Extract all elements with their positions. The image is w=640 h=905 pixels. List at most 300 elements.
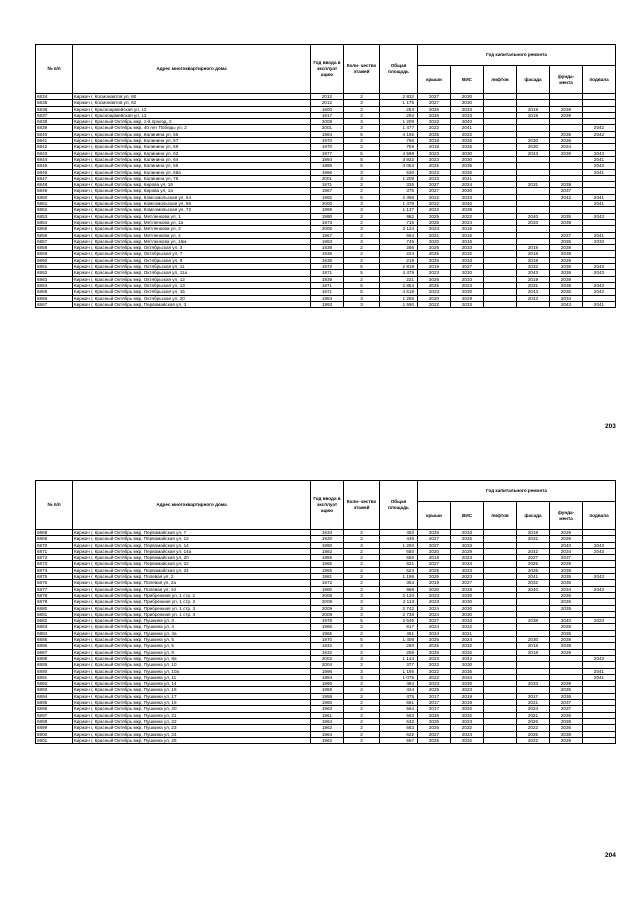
cell-vis: 2030 — [451, 100, 484, 106]
cell-floors: 3 — [344, 668, 380, 674]
cell-foundation: 2037 — [550, 700, 583, 706]
table-row — [36, 138, 616, 144]
cell-foundation: 2039 — [550, 251, 583, 257]
cell-roof: 2026 — [418, 257, 451, 263]
cell-num: 6884 — [36, 630, 73, 636]
cell-num: 6876 — [36, 580, 73, 586]
cell-address: Киржач г, Красный Октябрь мкр, Прибрежная ул, 1 стр. 1 — [73, 592, 311, 598]
cell-num: 6863 — [36, 276, 73, 282]
cell-area: 982 — [380, 213, 418, 219]
cell-year: 1978 — [311, 618, 344, 624]
cell-basement: 2043 — [583, 264, 616, 270]
cell-num: 6883 — [36, 624, 73, 630]
cell-foundation: 2036 — [550, 270, 583, 276]
cell-basement: 2033 — [583, 238, 616, 244]
cell-floors: 3 — [344, 655, 380, 661]
cell-num: 6888 — [36, 655, 73, 661]
cell-address: Киржач г, Красный Октябрь мкр, Пушкина ул, 17 — [73, 693, 311, 699]
cell-basement: 2024 — [583, 618, 616, 624]
cell-num: 6857 — [36, 238, 73, 244]
cell-facade: 2042 — [517, 548, 550, 554]
header-year: Год ввода в эксплуат ацию — [311, 45, 344, 94]
cell-facade: 2019 — [517, 257, 550, 263]
cell-year: 1964 — [311, 718, 344, 724]
cell-address: Киржач г, Красный Октябрь мкр, Первомайская ул, 3 — [73, 301, 311, 307]
cell-num: 6847 — [36, 175, 73, 181]
cell-floors: 3 — [344, 605, 380, 611]
cell-area: 484 — [380, 681, 418, 687]
cell-num: 6869 — [36, 536, 73, 542]
cell-num: 6893 — [36, 687, 73, 693]
cell-address: Киржач г, Красный Октябрь мкр, Комсомольская ул, 56 — [73, 201, 311, 207]
cell-facade: 2030 — [517, 144, 550, 150]
cell-area: 563 — [380, 712, 418, 718]
cell-facade: 2033 — [517, 681, 550, 687]
cell-area: 336 — [380, 182, 418, 188]
table-body — [36, 530, 616, 744]
cell-facade: 2040 — [517, 213, 550, 219]
page-number: 204 — [605, 852, 616, 859]
cell-roof: 2023 — [418, 150, 451, 156]
cell-year: 1990 — [311, 542, 344, 548]
cell-vis: 2024 — [451, 182, 484, 188]
cell-num: 6851 — [36, 201, 73, 207]
cell-facade: 2026 — [517, 718, 550, 724]
cell-roof: 2022 — [418, 201, 451, 207]
header-basement: подвала — [583, 66, 616, 94]
cell-foundation: 2034 — [550, 144, 583, 150]
cell-roof: 2017 — [418, 693, 451, 699]
table-row — [36, 182, 616, 188]
header-foundation: фунда- мента — [550, 66, 583, 94]
cell-roof: 2027 — [418, 536, 451, 542]
header-area: Общая площадь — [380, 481, 418, 530]
cell-address: Киржач г, Красный Октябрь мкр, Пушкина ул, 10 — [73, 662, 311, 668]
cell-vis: 2029 — [451, 295, 484, 301]
cell-foundation: 2040 — [550, 542, 583, 548]
cell-area: 2 645 — [380, 618, 418, 624]
cell-vis: 2022 — [451, 624, 484, 630]
cell-address: Киржач г, Красный Октябрь мкр, Прибрежная ул, 1 стр. 4 — [73, 611, 311, 617]
cell-roof: 2022 — [418, 119, 451, 125]
cell-num: 6841 — [36, 138, 73, 144]
cell-floors: 2 — [344, 586, 380, 592]
cell-floors: 2 — [344, 624, 380, 630]
cell-floors: 5 — [344, 131, 380, 137]
cell-address: Киржач г, Красный Октябрь мкр, Октябрьская ул, 13 — [73, 282, 311, 288]
cell-roof: 2018 — [418, 144, 451, 150]
cell-floors: 2 — [344, 94, 380, 100]
cell-num: 6891 — [36, 674, 73, 680]
cell-area: 1 293 — [380, 542, 418, 548]
cell-address: Киржач г, Красный Октябрь мкр, Кирова ул, 16 — [73, 182, 311, 188]
cell-foundation: 2035 — [550, 687, 583, 693]
cell-roof: 2025 — [418, 163, 451, 169]
table-row — [36, 245, 616, 251]
cell-area: 4 155 — [380, 131, 418, 137]
cell-year: 1990 — [311, 681, 344, 687]
cell-area: 968 — [380, 586, 418, 592]
cell-floors: 5 — [344, 618, 380, 624]
cell-foundation: 2036 — [550, 725, 583, 731]
cell-foundation: 2039 — [550, 649, 583, 655]
cell-year: 2012 — [311, 100, 344, 106]
cell-year: 1956 — [311, 555, 344, 561]
cell-year: 1996 — [311, 668, 344, 674]
cell-roof: 2022 — [418, 194, 451, 200]
cell-floors: 5 — [344, 264, 380, 270]
cell-address: Киржач г, Красный Октябрь мкр, Октябрьская ул, 3 — [73, 245, 311, 251]
cell-num: 6861 — [36, 264, 73, 270]
cell-foundation: 2039 — [550, 112, 583, 118]
cell-area: 664 — [380, 232, 418, 238]
table-row — [36, 301, 616, 307]
cell-foundation: 2036 — [550, 580, 583, 586]
cell-num: 6845 — [36, 163, 73, 169]
cell-facade — [517, 301, 550, 307]
cell-floors: 2 — [344, 106, 380, 112]
cell-roof: 2019 — [418, 580, 451, 586]
cell-address: Киржач г, Красный Октябрь мкр, Первомайская ул, 14 — [73, 542, 311, 548]
cell-floors: 3 — [344, 119, 380, 125]
cell-foundation: 2035 — [550, 605, 583, 611]
cell-foundation: 2039 — [550, 257, 583, 263]
cell-floors: 5 — [344, 194, 380, 200]
table-body — [36, 94, 616, 308]
cell-area: 1 408 — [380, 637, 418, 643]
table-row — [36, 718, 616, 724]
cell-address: Киржач г, Красный Октябрь мкр, Калинина ул, 64 — [73, 156, 311, 162]
cell-address: Киржач г, Красный Октябрь мкр, Октябрьская ул, 20 — [73, 295, 311, 301]
cell-address: Киржач г, Красный Октябрь мкр, Пушкина ул, 6 — [73, 643, 311, 649]
cell-facade: 2019 — [517, 106, 550, 112]
cell-area: 292 — [380, 112, 418, 118]
cell-floors: 2 — [344, 731, 380, 737]
table-row — [36, 555, 616, 561]
table-row — [36, 251, 616, 257]
cell-facade: 2032 — [517, 580, 550, 586]
cell-floors: 2 — [344, 693, 380, 699]
cell-roof: 2025 — [418, 574, 451, 580]
cell-area: 650 — [380, 548, 418, 554]
cell-roof: 2025 — [418, 718, 451, 724]
header-repair-group: Год капитального ремонта — [418, 481, 616, 502]
repair-table — [35, 44, 616, 308]
cell-year: 1965 — [311, 561, 344, 567]
cell-year: 1936 — [311, 257, 344, 263]
cell-roof: 2023 — [418, 226, 451, 232]
cell-area: 286 — [380, 245, 418, 251]
cell-area: 563 — [380, 725, 418, 731]
cell-facade: 2021 — [517, 700, 550, 706]
cell-year: 1971 — [311, 270, 344, 276]
cell-roof: 2021 — [418, 232, 451, 238]
cell-address: Киржач г, Красный Октябрь мкр, Первомайская ул, 24 — [73, 567, 311, 573]
cell-floors: 2 — [344, 555, 380, 561]
cell-area: 564 — [380, 706, 418, 712]
table-row — [36, 567, 616, 573]
cell-year: 1970 — [311, 138, 344, 144]
cell-facade: 2030 — [517, 637, 550, 643]
cell-year: 1936 — [311, 251, 344, 257]
cell-roof: 2025 — [418, 131, 451, 137]
cell-foundation: 2035 — [550, 289, 583, 295]
cell-num: 6854 — [36, 219, 73, 225]
cell-area: 4 053 — [380, 163, 418, 169]
table-row — [36, 144, 616, 150]
cell-facade: 2027 — [517, 555, 550, 561]
cell-num: 6873 — [36, 561, 73, 567]
cell-area: 475 — [380, 693, 418, 699]
cell-year: 2012 — [311, 94, 344, 100]
cell-area: 2 742 — [380, 605, 418, 611]
table-row — [36, 706, 616, 712]
table-row — [36, 289, 616, 295]
table-page-204 — [35, 480, 615, 744]
cell-vis: 2019 — [451, 700, 484, 706]
cell-area: 259 — [380, 649, 418, 655]
cell-num: 6897 — [36, 712, 73, 718]
cell-address: Киржач г, Красный Октябрь мкр, Полевая ул, 2а — [73, 580, 311, 586]
cell-roof: 2027 — [418, 542, 451, 548]
cell-basement: 2043 — [583, 150, 616, 156]
table-row — [36, 106, 616, 112]
cell-foundation: 2043 — [550, 301, 583, 307]
cell-basement: 2042 — [583, 125, 616, 131]
cell-address: Киржач г, Красный Октябрь мкр, Пушкина ул, 10а — [73, 668, 311, 674]
cell-foundation: 2036 — [550, 592, 583, 598]
cell-address: Киржач г, Красный Октябрь мкр, Пушкина ул, 14 — [73, 681, 311, 687]
cell-address: Киржач г, Красный Октябрь мкр, Калинина ул, 57 — [73, 138, 311, 144]
cell-foundation: 2037 — [550, 555, 583, 561]
table-row — [36, 270, 616, 276]
cell-facade: 2025 — [517, 731, 550, 737]
cell-year: 1973 — [311, 219, 344, 225]
cell-year: 1920 — [311, 536, 344, 542]
cell-area: 1 477 — [380, 125, 418, 131]
cell-floors: 5 — [344, 156, 380, 162]
cell-area: 530 — [380, 169, 418, 175]
cell-roof: 2023 — [418, 599, 451, 605]
cell-num: 6840 — [36, 131, 73, 137]
cell-area: 377 — [380, 662, 418, 668]
cell-address: Киржач г, Красный Октябрь мкр, Метленкова ул, 1а — [73, 219, 311, 225]
cell-floors: 3 — [344, 125, 380, 131]
cell-roof: 2027 — [418, 731, 451, 737]
cell-vis: 2029 — [451, 548, 484, 554]
cell-vis: 2023 — [451, 282, 484, 288]
header-area: Общая площадь — [380, 45, 418, 94]
cell-area: 715 — [380, 219, 418, 225]
cell-foundation: 2037 — [550, 706, 583, 712]
cell-vis: 2030 — [451, 681, 484, 687]
cell-floors: 2 — [344, 706, 380, 712]
cell-address: Киржач г, Красный Октябрь мкр, Метленкова ул, 2 — [73, 226, 311, 232]
cell-foundation: 2039 — [550, 106, 583, 112]
cell-roof: 2017 — [418, 700, 451, 706]
cell-roof: 2025 — [418, 637, 451, 643]
cell-year: 2001 — [311, 175, 344, 181]
cell-vis: 2022 — [451, 131, 484, 137]
cell-roof: 2027 — [418, 94, 451, 100]
cell-area: 253 — [380, 106, 418, 112]
cell-address: Киржач г, Красный Октябрь мкр, Пушкина ул, 3 — [73, 618, 311, 624]
cell-address: Киржач г, Красный Октябрь мкр, Метленкова ул, 16м — [73, 238, 311, 244]
cell-vis: 2033 — [451, 257, 484, 263]
cell-address: Киржач г, Красный Октябрь мкр, Октябрьская ул, 11а — [73, 270, 311, 276]
cell-area: 2 124 — [380, 226, 418, 232]
cell-vis: 2033 — [451, 301, 484, 307]
cell-area: 224 — [380, 251, 418, 257]
cell-area: 1 195 — [380, 668, 418, 674]
cell-floors: 2 — [344, 112, 380, 118]
cell-roof: 2020 — [418, 586, 451, 592]
cell-roof: 2025 — [418, 251, 451, 257]
cell-year: 1972 — [311, 264, 344, 270]
cell-facade: 2019 — [517, 245, 550, 251]
cell-year: 1996 — [311, 169, 344, 175]
cell-basement: 2041 — [583, 232, 616, 238]
cell-foundation: 2039 — [550, 245, 583, 251]
cell-roof: 2025 — [418, 737, 451, 743]
cell-year: 1990 — [311, 213, 344, 219]
cell-num: 6870 — [36, 542, 73, 548]
cell-vis: 2036 — [451, 169, 484, 175]
cell-year: 1981 — [311, 574, 344, 580]
cell-roof: 2022 — [418, 175, 451, 181]
cell-floors: 2 — [344, 662, 380, 668]
cell-year: 1917 — [311, 112, 344, 118]
cell-foundation: 2036 — [550, 138, 583, 144]
header-facade: фасада — [517, 66, 550, 94]
cell-roof: 2026 — [418, 725, 451, 731]
cell-num: 6877 — [36, 586, 73, 592]
cell-area: 461 — [380, 630, 418, 636]
cell-year: 2009 — [311, 611, 344, 617]
header-repair-group: Год капитального ремонта — [418, 45, 616, 66]
cell-roof: 2025 — [418, 687, 451, 693]
cell-area: 1 209 — [380, 175, 418, 181]
cell-year: 1962 — [311, 725, 344, 731]
cell-address: Киржач г, Красный Октябрь мкр, Первомайская ул, 20 — [73, 555, 311, 561]
cell-area: 1 175 — [380, 100, 418, 106]
cell-area: 2 738 — [380, 611, 418, 617]
cell-facade: 2030 — [517, 138, 550, 144]
cell-vis: 2033 — [451, 276, 484, 282]
cell-address: Киржач г, Красный Октябрь мкр, Первомайская ул, 7 — [73, 530, 311, 536]
cell-vis: 2041 — [451, 175, 484, 181]
cell-area: 1 209 — [380, 119, 418, 125]
cell-address: Киржач г, Красный Октябрь мкр, Прибрежная ул, 1 стр. 2 — [73, 599, 311, 605]
cell-year: 1938 — [311, 245, 344, 251]
cell-floors: 2 — [344, 700, 380, 706]
header-facade: фасада — [517, 502, 550, 530]
cell-roof: 2026 — [418, 245, 451, 251]
cell-address: Киржач г, Красный Октябрь мкр, Комсомольская ул, 54 — [73, 194, 311, 200]
cell-vis: 2032 — [451, 643, 484, 649]
cell-area: 759 — [380, 144, 418, 150]
table-row — [36, 536, 616, 542]
cell-num: 6898 — [36, 718, 73, 724]
cell-area: 2 854 — [380, 282, 418, 288]
cell-area: 4 479 — [380, 270, 418, 276]
cell-foundation: 2039 — [550, 637, 583, 643]
cell-vis: 2030 — [451, 156, 484, 162]
cell-floors: 2 — [344, 182, 380, 188]
cell-facade: 2041 — [517, 574, 550, 580]
cell-address: Киржач г, Красный Октябрь мкр, Пушкина ул, 23 — [73, 725, 311, 731]
cell-foundation: 2039 — [550, 681, 583, 687]
cell-num: 6843 — [36, 150, 73, 156]
cell-area: 2 832 — [380, 94, 418, 100]
cell-foundation: 2040 — [550, 618, 583, 624]
cell-num: 6879 — [36, 599, 73, 605]
cell-roof: 2027 — [418, 188, 451, 194]
cell-vis: 2024 — [451, 219, 484, 225]
cell-address: Киржач г, Красный Октябрь мкр, Прибрежная ул, 1 стр. 3 — [73, 605, 311, 611]
cell-num: 6839 — [36, 125, 73, 131]
table-row — [36, 219, 616, 225]
cell-num: 6855 — [36, 226, 73, 232]
cell-num: 6834 — [36, 94, 73, 100]
cell-basement: 2042 — [583, 289, 616, 295]
cell-foundation: 2037 — [550, 232, 583, 238]
cell-foundation: 2038 — [550, 282, 583, 288]
cell-area: 632 — [380, 718, 418, 724]
cell-year: 1967 — [311, 188, 344, 194]
header-address: Адрес многоквартирного дома — [73, 45, 311, 94]
cell-year: 1977 — [311, 150, 344, 156]
cell-num: 6852 — [36, 207, 73, 213]
cell-roof: 2020 — [418, 238, 451, 244]
cell-year: 1939 — [311, 276, 344, 282]
table-row — [36, 264, 616, 270]
cell-year: 1800 — [311, 106, 344, 112]
cell-year: 1965 — [311, 567, 344, 573]
cell-floors: 2 — [344, 251, 380, 257]
cell-facade: 2019 — [517, 112, 550, 118]
cell-address: Киржач г, Красноармейская ул, 13 — [73, 112, 311, 118]
cell-address: Киржач г, Красный Октябрь мкр, Пушкина ул, 8 — [73, 649, 311, 655]
cell-foundation: 2034 — [550, 548, 583, 554]
cell-foundation: 2039 — [550, 276, 583, 282]
header-lifts: лифтов — [484, 66, 517, 94]
cell-year: 1971 — [311, 182, 344, 188]
cell-floors: 2 — [344, 725, 380, 731]
cell-vis: 2030 — [451, 605, 484, 611]
cell-num: 6886 — [36, 643, 73, 649]
cell-floors: 5 — [344, 270, 380, 276]
cell-year: 1960 — [311, 700, 344, 706]
cell-area: 1 137 — [380, 207, 418, 213]
cell-area: 353 — [380, 580, 418, 586]
cell-facade: 2022 — [517, 737, 550, 743]
cell-basement: 2043 — [583, 574, 616, 580]
cell-year: 2001 — [311, 125, 344, 131]
cell-year: 1999 — [311, 207, 344, 213]
cell-address: Киржач г, Красный Октябрь мкр, Первомайская ул, 14а — [73, 548, 311, 554]
cell-num: 6882 — [36, 618, 73, 624]
cell-roof: 2026 — [418, 112, 451, 118]
cell-num: 6842 — [36, 144, 73, 150]
table-row — [36, 725, 616, 731]
cell-num: 6853 — [36, 213, 73, 219]
cell-vis: 2034 — [451, 674, 484, 680]
cell-area: 221 — [380, 276, 418, 282]
cell-basement: 2043 — [583, 586, 616, 592]
header-roof: крыши — [418, 502, 451, 530]
cell-foundation: 2034 — [550, 586, 583, 592]
